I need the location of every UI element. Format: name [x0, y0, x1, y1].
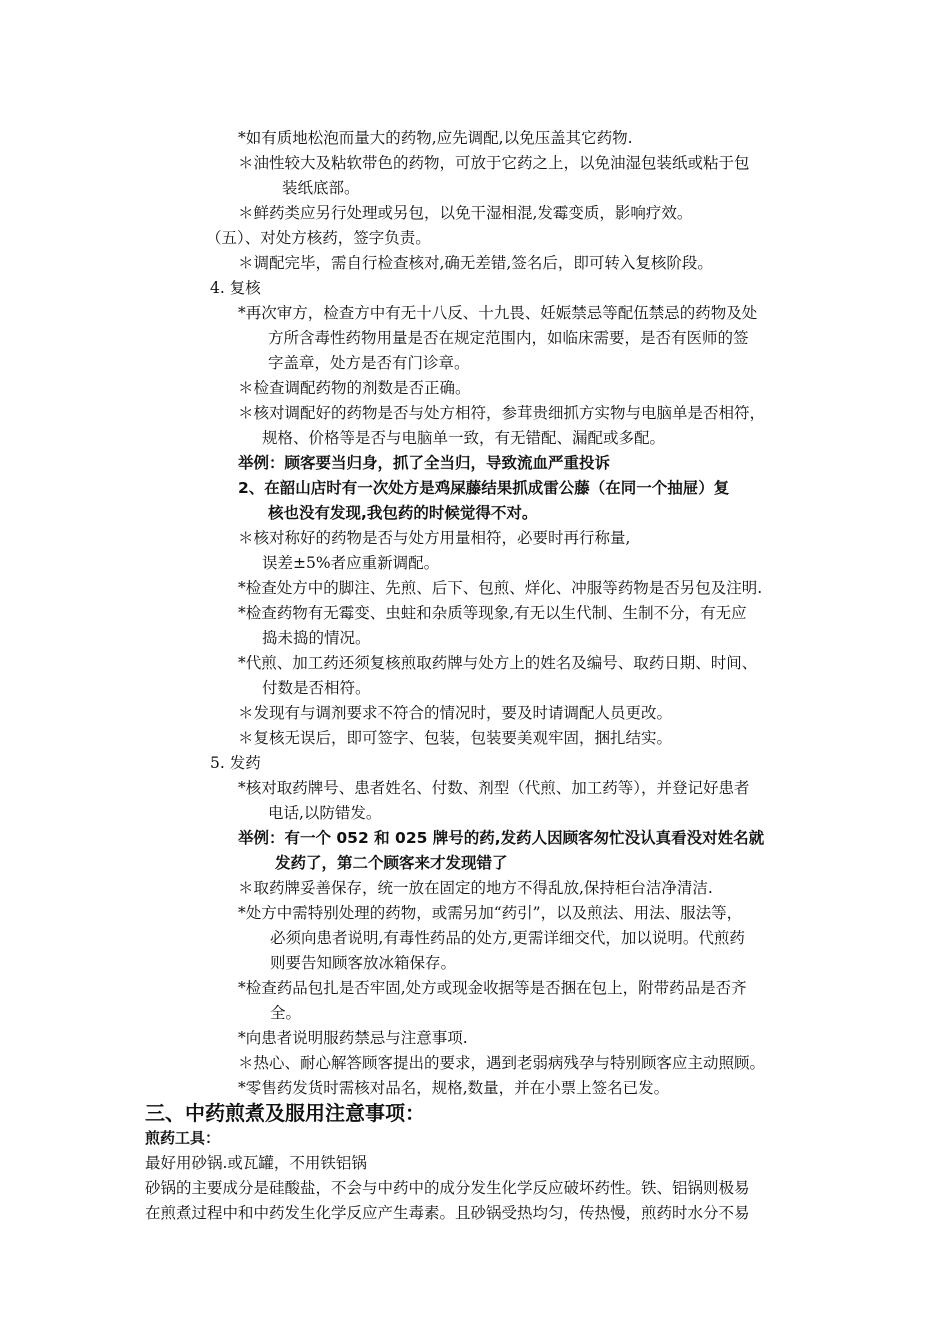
text-line: 全。	[270, 1004, 302, 1022]
text-line: ＊核对称好的药物是否与处方用量相符，必要时再行称量,	[238, 529, 631, 547]
example-bold: 2、在韶山店时有一次处方是鸡屎藤结果抓成雷公藤（在同一个抽屉）复	[238, 479, 730, 497]
text-line: ＊发现有与调剂要求不符合的情况时，要及时请调配人员更改。	[238, 704, 673, 722]
example-bold: 举例：有一个 052 和 025 牌号的药,发药人因顾客匆忙没认真看没对姓名就	[238, 829, 765, 847]
text-line: *检查处方中的脚注、先煎、后下、包煎、烊化、冲服等药物是否另包及注明.	[238, 579, 763, 597]
text-line: 在煎煮过程中和中药发生化学反应产生毒素。且砂锅受热均匀，传热慢，煎药时水分不易	[145, 1204, 750, 1222]
text-line: ＊复核无误后，即可签字、包装，包装要美观牢固，捆扎结实。	[238, 729, 673, 747]
text-line: *代煎、加工药还须复核煎取药牌与处方上的姓名及编号、取药日期、时间、	[238, 654, 758, 672]
text-line: 则要告知顾客放冰箱保存。	[270, 954, 457, 972]
text-line: *再次审方，检查方中有无十八反、十九畏、妊娠禁忌等配伍禁忌的药物及处	[238, 304, 758, 322]
text-line: ＊鲜药类应另行处理或另包，以免干湿相混,发霉变质，影响疗效。	[238, 204, 693, 222]
text-line: 必须向患者说明,有毒性药品的处方,更需详细交代，加以说明。代煎药	[270, 929, 745, 947]
text-line: 装纸底部。	[282, 179, 360, 197]
text-line: 规格、价格等是否与电脑单一致，有无错配、漏配或多配。	[262, 429, 666, 447]
text-line: ＊调配完毕，需自行检查核对,确无差错,签名后，即可转入复核阶段。	[238, 254, 713, 272]
text-line: ＊检查调配药物的剂数是否正确。	[238, 379, 471, 397]
text-line: *检查药品包扎是否牢固,处方或现金收据等是否捆在包上，附带药品是否齐	[238, 979, 747, 997]
text-line: 捣未捣的情况。	[262, 629, 371, 647]
section-heading: 4. 复核	[210, 279, 261, 297]
text-line: *处方中需特别处理的药物，或需另加“药引”，以及煎法、用法、服法等，	[238, 904, 743, 922]
text-line: ＊热心、耐心解答顾客提出的要求，遇到老弱病残孕与特别顾客应主动照顾。	[238, 1054, 766, 1072]
text-line: （五）、对处方核药，签字负责。	[206, 229, 431, 247]
text-line: ＊油性较大及粘软带色的药物，可放于它药之上，以免油湿包装纸或粘于包	[238, 154, 750, 172]
text-line: ＊核对调配好的药物是否与处方相符，参茸贵细抓方实物与电脑单是否相符，	[238, 404, 766, 422]
example-bold: 举例：顾客要当归身，抓了全当归，导致流血严重投诉	[238, 454, 611, 472]
text-line: *向患者说明服药禁忌与注意事项.	[238, 1029, 468, 1047]
example-bold: 发药了，第二个顾客来才发现错了	[275, 854, 508, 872]
text-line: 方所含毒性药物用量是否在规定范围内，如临床需要，是否有医师的签	[268, 329, 749, 347]
text-line: 电话,以防错发。	[268, 804, 382, 822]
text-line: *检查药物有无霉变、虫蛀和杂质等现象,有无以生代制、生制不分，有无应	[238, 604, 747, 622]
text-line: *核对取药牌号、患者姓名、付数、剂型（代煎、加工药等），并登记好患者	[238, 779, 750, 797]
text-line: ＊取药牌妥善保存，统一放在固定的地方不得乱放,保持柜台洁净清洁.	[238, 879, 713, 897]
section-heading: 5. 发药	[210, 754, 261, 772]
subheading: 煎药工具：	[145, 1129, 221, 1147]
example-bold: 核也没有发现,我包药的时候觉得不对。	[268, 504, 538, 522]
text-line: 砂锅的主要成分是硅酸盐，不会与中药中的成分发生化学反应破坏药性。铁、铝锅则极易	[145, 1179, 750, 1197]
text-line: 最好用砂锅.或瓦罐，不用铁铝锅	[145, 1154, 367, 1172]
text-line: 付数是否相符。	[262, 679, 371, 697]
chapter-heading: 三、中药煎煮及服用注意事项：	[145, 1101, 425, 1125]
text-line: *零售药发货时需核对品名，规格,数量，并在小票上签名已发。	[238, 1079, 670, 1097]
text-line: 字盖章，处方是否有门诊章。	[268, 354, 470, 372]
text-line: 误差±5%者应重新调配。	[262, 554, 440, 572]
text-line: *如有质地松泡而量大的药物,应先调配,以免压盖其它药物.	[238, 129, 633, 147]
